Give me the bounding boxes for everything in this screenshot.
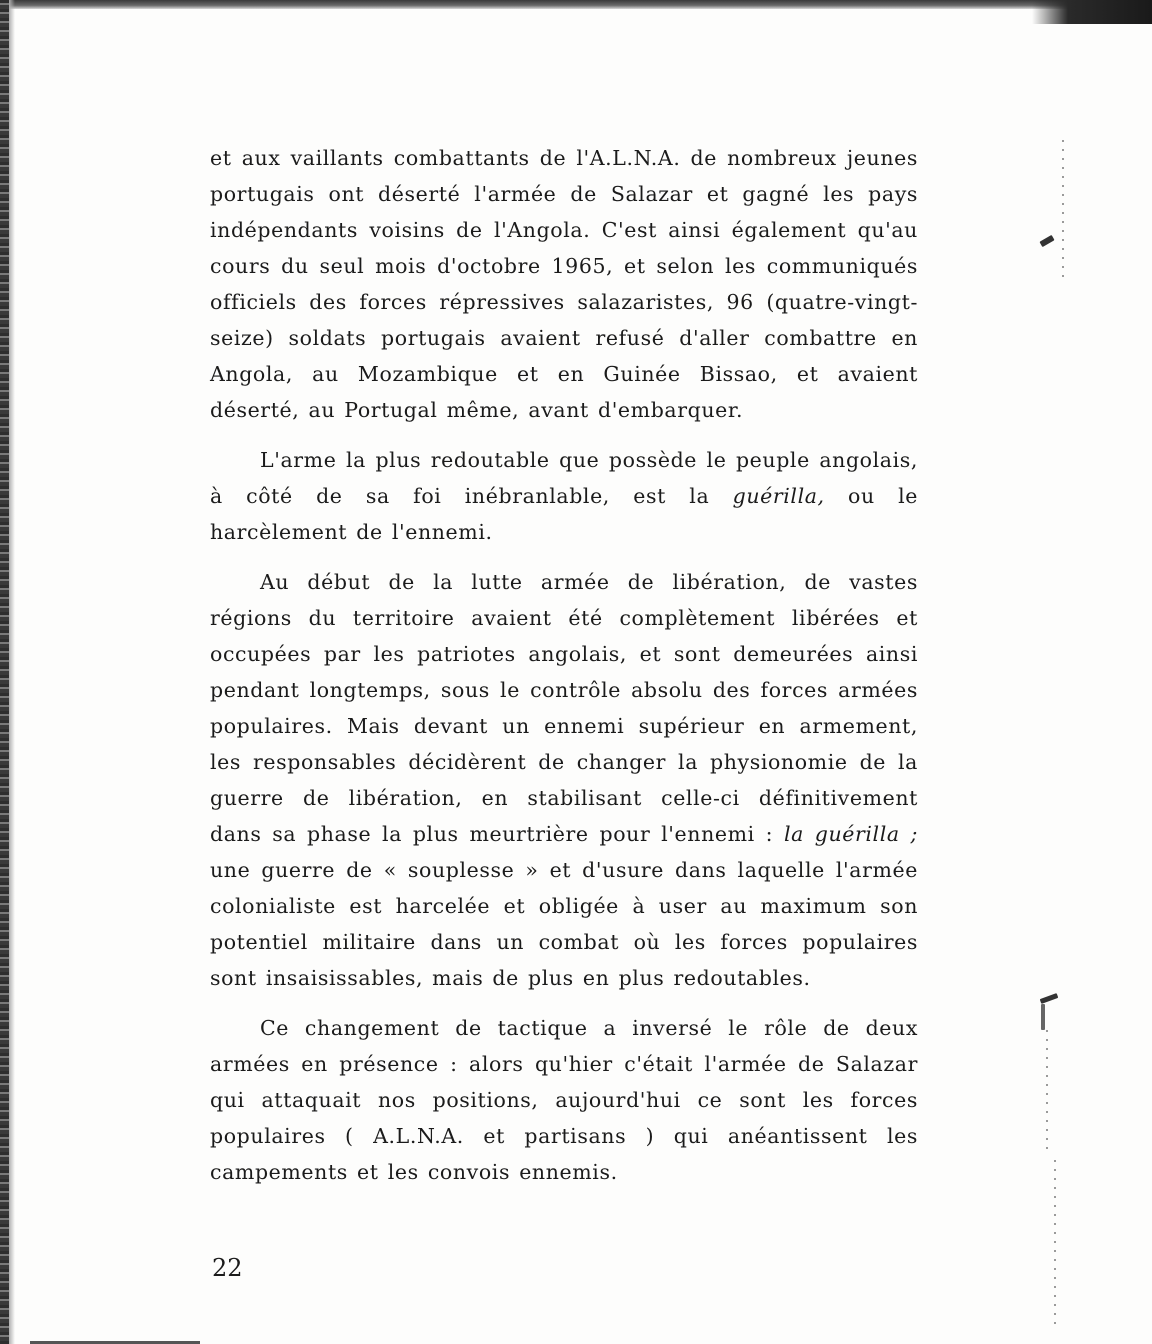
scan-edge-shadow bbox=[9, 0, 15, 1344]
paragraph-text: une guerre de « souplesse » et d'usure dans laquelle l'armée colonialiste est harcelée et obligée à user au maximum son potentiel militaire dans un combat où les forces populaires sont insaisissables, mais de plus en plus redoutables. bbox=[210, 858, 918, 990]
scan-edge-top-right bbox=[1032, 0, 1152, 24]
scan-noise bbox=[1062, 140, 1064, 280]
page-number: 22 bbox=[212, 1254, 243, 1282]
scan-edge-top bbox=[0, 0, 1152, 9]
paragraph-text: Ce changement de tactique a inversé le rôle de deux armées en présence : alors qu'hier c'était l'armée de Salazar qui attaquait nos positions, aujourd'hui ce sont les forces populaires ( A.L.N.A. et partisans ) qui anéantissent les campements et les convois ennemis. bbox=[210, 1016, 918, 1184]
scan-edge-left bbox=[0, 0, 9, 1344]
paragraph bbox=[210, 442, 918, 550]
paragraph bbox=[210, 140, 918, 428]
scan-speck bbox=[1041, 1004, 1045, 1030]
scan-noise bbox=[1046, 1030, 1048, 1150]
paragraph-text: et aux vaillants combattants de l'A.L.N.A. de nombreux jeunes portugais ont déserté l'armée de Salazar et gagné les pays indépendants voisins de l'Angola. C'est ainsi également qu'au cours du seul mois d'octobre 1965, et selon les communiqués officiels des forces répressives salazaristes, 96 (quatre-vingt-seize) soldats portugais avaient refusé d'aller combattre en Angola, au Mozambique et en Guinée Bissao, et avaient déserté, au Portugal même, avant d'embarquer. bbox=[210, 146, 918, 422]
italic-text: guérilla, bbox=[732, 484, 825, 508]
scan-speck bbox=[1039, 235, 1054, 247]
scan-speck bbox=[1040, 993, 1059, 1004]
paragraph-text: Au début de la lutte armée de libération, de vastes régions du territoire avaient été complètement libérées et occupées par les patriotes angolais, et sont demeurées ainsi pendant longtemps, sous le contrôle absolu des forces armées populaires. Mais devant un ennemi supérieur en armement, les responsables décidèrent de changer la physionomie de la guerre de libération, en stabilisant celle-ci définitivement dans sa phase la plus meurtrière pour l'ennemi : bbox=[210, 570, 918, 846]
paragraph bbox=[210, 564, 918, 996]
paragraph bbox=[210, 1010, 918, 1190]
italic-text: la guérilla ; bbox=[783, 822, 918, 846]
paragraph-text: L'arme la plus redoutable que possède le peuple angolais, à côté de sa foi inébranlable, est la bbox=[210, 448, 918, 508]
body-text bbox=[210, 140, 918, 1204]
paragraph-text: ou le harcèlement de l'ennemi. bbox=[210, 484, 918, 544]
scan-noise bbox=[1054, 1160, 1056, 1330]
